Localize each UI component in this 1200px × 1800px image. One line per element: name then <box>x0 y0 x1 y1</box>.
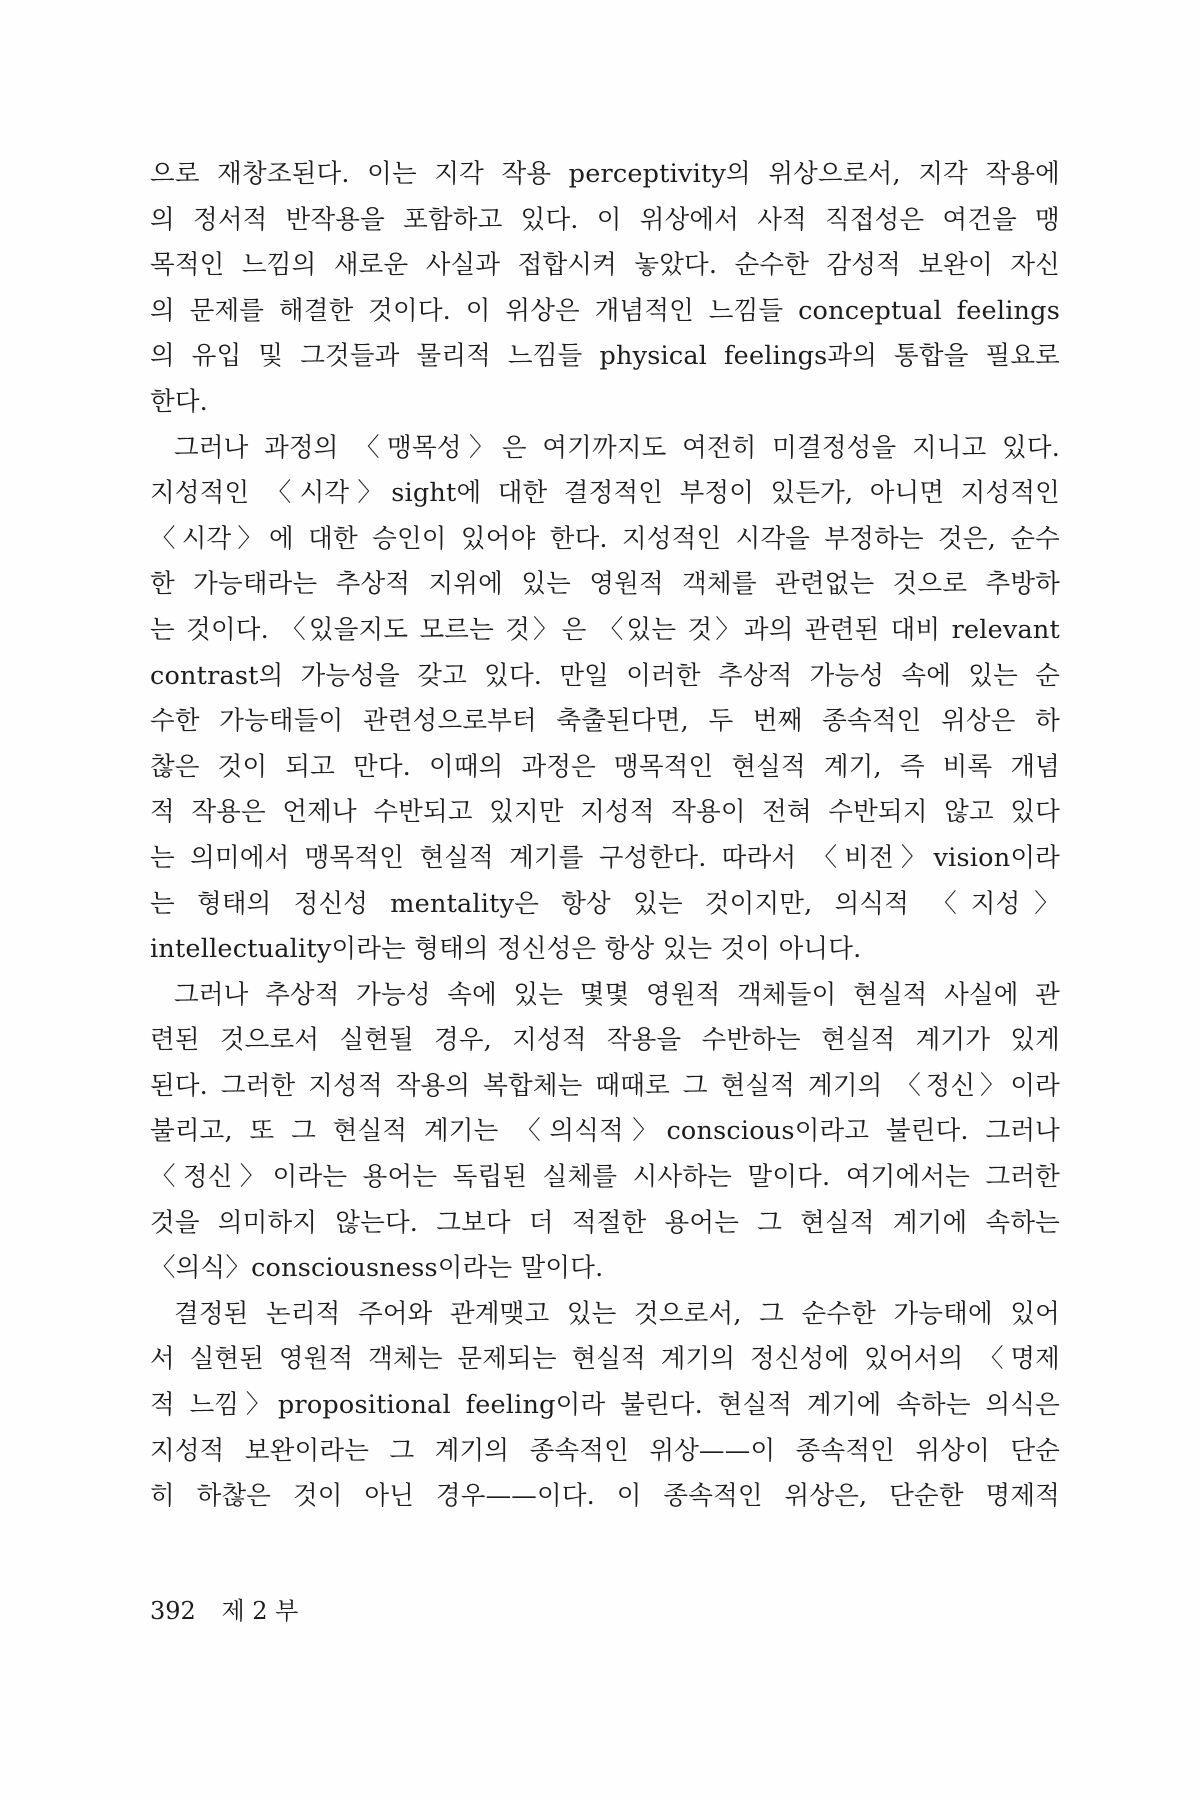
text-line: 지성적 보완이라는 그 계기의 종속적인 위상——이 종속적인 위상이 단순 <box>150 1435 1060 1466</box>
text-line: 련된 것으로서 실현될 경우, 지성적 작용을 수반하는 현실적 계기가 있게 <box>150 1025 1060 1056</box>
text-line: 는 것이다. 〈있을지도 모르는 것〉은 〈있는 것〉과의 관련된 대비 relevant <box>150 614 1060 645</box>
text-line: 〈시각〉에 대한 승인이 있어야 한다. 지성적인 시각을 부정하는 것은, 순수 <box>150 523 1060 554</box>
text-line: 한 가능태라는 추상적 지위에 있는 영원적 객체를 관련없는 것으로 추방하 <box>150 569 1060 600</box>
text-line: 의 정서적 반작용을 포함하고 있다. 이 위상에서 사적 직접성은 여건을 맹 <box>150 204 1060 235</box>
text-line: 〈정신〉이라는 용어는 독립된 실체를 시사하는 말이다. 여기에서는 그러한 <box>150 1162 1060 1193</box>
part-label: 제 2 부 <box>221 1597 299 1625</box>
text-line: 으로 재창조된다. 이는 지각 작용 perceptivity의 위상으로서, 지각 작용에 <box>150 159 1060 189</box>
paragraph-start-line: 결정된 논리적 주어와 관계맺고 있는 것으로서, 그 순수한 가능태에 있어 <box>174 1298 1060 1329</box>
text-line: 적 작용은 언제나 수반되고 있지만 지성적 작용이 전혀 수반되지 않고 있다 <box>150 797 1060 828</box>
paragraph-start-line: 그러나 과정의 〈맹목성〉은 여기까지도 여전히 미결정성을 지니고 있다. <box>174 432 1060 463</box>
page-number: 392 <box>150 1597 196 1625</box>
text-line: 는 의미에서 맹목적인 현실적 계기를 구성한다. 따라서 〈비전〉vision이라 <box>150 842 1060 873</box>
text-line: 수한 가능태들이 관련성으로부터 축출된다면, 두 번째 종속적인 위상은 하 <box>150 706 1060 737</box>
body-text <box>150 152 1060 1520</box>
text-line: contrast의 가능성을 갖고 있다. 만일 이러한 추상적 가능성 속에 있는 순 <box>150 660 1060 691</box>
text-line: 지성적인 〈시각〉sight에 대한 결정적인 부정이 있든가, 아니면 지성적인 <box>150 478 1060 509</box>
text-line: 한다. <box>150 386 208 417</box>
text-line: 서 실현된 영원적 객체는 문제되는 현실적 계기의 정신성에 있어서의 〈명제 <box>150 1344 1060 1375</box>
text-line: 불리고, 또 그 현실적 계기는 〈의식적〉conscious이라고 불린다. 그러나 <box>150 1116 1060 1147</box>
text-line: 찮은 것이 되고 만다. 이때의 과정은 맹목적인 현실적 계기, 즉 비록 개념 <box>150 751 1060 782</box>
text-line: 된다. 그러한 지성적 작용의 복합체는 때때로 그 현실적 계기의 〈정신〉이라 <box>150 1070 1060 1101</box>
page-footer <box>150 1596 298 1626</box>
text-line: 히 하찮은 것이 아닌 경우——이다. 이 종속적인 위상은, 단순한 명제적 <box>150 1481 1060 1512</box>
text-line: 의 문제를 해결한 것이다. 이 위상은 개념적인 느낌들 conceptual feelings <box>150 295 1060 326</box>
text-line: intellectuality이라는 형태의 정신성은 항상 있는 것이 아니다. <box>150 934 862 965</box>
paragraph-start-line: 그러나 추상적 가능성 속에 있는 몇몇 영원적 객체들이 현실적 사실에 관 <box>174 979 1060 1010</box>
text-line: 〈의식〉consciousness이라는 말이다. <box>150 1253 604 1284</box>
text-line: 적 느낌〉propositional feeling이라 불린다. 현실적 계기에 속하는 의식은 <box>150 1390 1060 1421</box>
text-line: 것을 의미하지 않는다. 그보다 더 적절한 용어는 그 현실적 계기에 속하는 <box>150 1207 1060 1238</box>
text-line: 는 형태의 정신성 mentality은 항상 있는 것이지만, 의식적 〈지성〉 <box>150 888 1060 919</box>
text-line: 의 유입 및 그것들과 물리적 느낌들 physical feelings과의 통합을 필요로 <box>150 341 1060 372</box>
text-line: 목적인 느낌의 새로운 사실과 접합시켜 놓았다. 순수한 감성적 보완이 자신 <box>150 250 1060 281</box>
